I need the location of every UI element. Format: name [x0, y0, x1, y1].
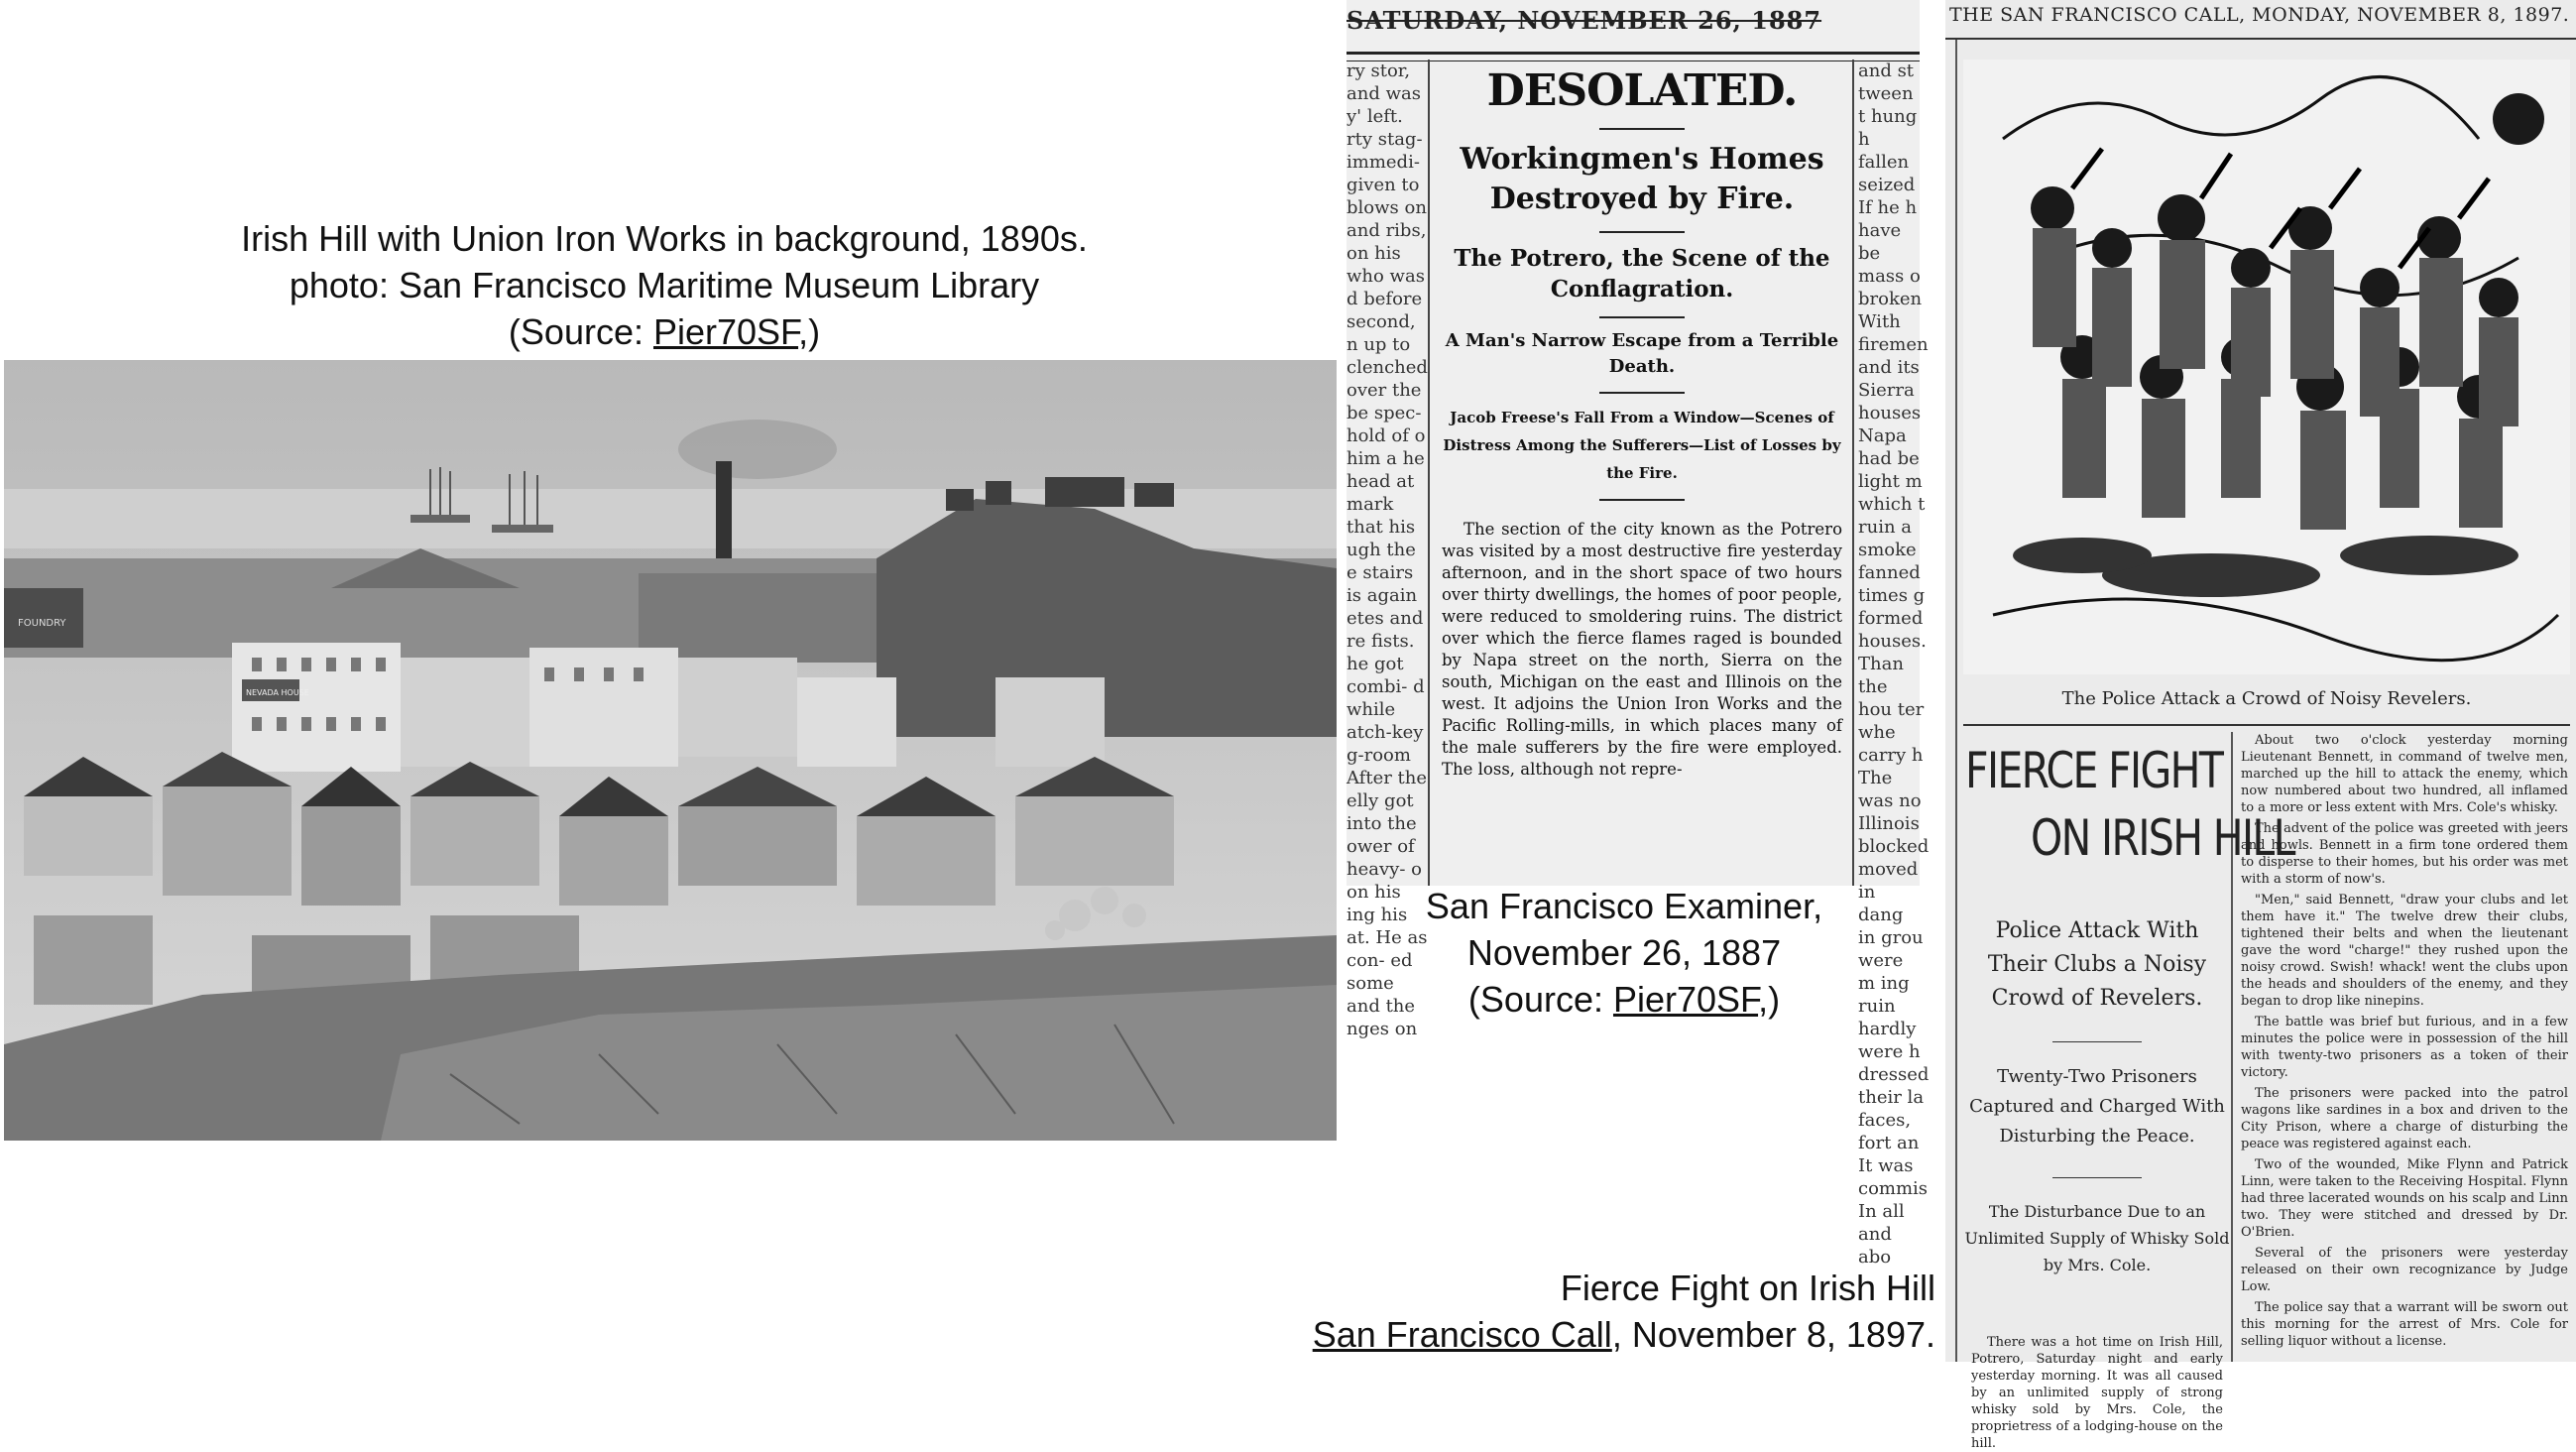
irish-hill-photo — [4, 360, 1337, 1141]
call-body-left: There was a hot time on Irish Hill, Potrero, Saturday night and early yesterday morning. It was all caused by an unlimited supply of strong whisky sold by Mrs. Cole, the proprietress of a lodging-house on the hill. — [1971, 1335, 2223, 1451]
police-attack-illustration — [1963, 60, 2570, 674]
examiner-caption-source: (Source: Pier70SF,) — [1467, 979, 1781, 1020]
call-deck-1: Police Attack With Their Clubs a Noisy Crowd of Revelers. — [1987, 918, 2207, 1011]
illustration-caption: The Police Attack a Crowd of Noisy Revelers. — [2061, 688, 2472, 709]
examiner-caption-line1: San Francisco Examiner, — [1425, 886, 1823, 926]
call-paragraph: About two o'clock yesterday morning Lieutenant Bennett, in command of twelve men, marched up the hill to attack the enemy, which now numbered about two hundred, all inflamed to a more or less extent with Mrs. Cole's whisky. — [2241, 733, 2568, 815]
examiner-left-column: ry stor, and was y' left. rty stag- immedi- given to blows on and ribs, on his who was d before second, n up to clenched over the be spec- hold of o him a he head at mark that his ugh the e stairs is again etes and re fists. he got combi- d while atch-key g-room After the elly got into the ower of heavy- o on his ing his at. He as con- ed some and the nges on — [1347, 60, 1430, 886]
call-left-column — [1963, 732, 2294, 1451]
call-paragraph: Two of the wounded, Mike Flynn and Patrick Linn, were taken to the Receiving Hospital. Flynn had three lacerated wounds on his scalp and Linn two. They were stitched and dressed by Dr. O'Brien. — [2241, 1157, 2568, 1240]
call-gutter — [1945, 40, 1957, 1362]
call-clipping — [1945, 0, 2576, 1451]
photo-caption — [99, 215, 1229, 355]
examiner-deck-3: A Man's Narrow Escape from a Terrible Death. — [1445, 330, 1839, 377]
examiner-deck-4: Jacob Freese's Fall From a Window—Scenes of Distress Among the Sufferers—List of Losses by the Fire. — [1443, 409, 1841, 482]
pier70sf-link[interactable]: Pier70SF — [652, 311, 799, 352]
sf-call-link[interactable]: San Francisco Call — [1312, 1314, 1612, 1355]
foundry-sign: FOUNDRY — [18, 618, 66, 629]
call-paragraph: The advent of the police was greeted with jeers and howls. Bennett in a firm tone ordered them to disperse to their homes, but his order was met with a storm of now's. — [2241, 821, 2568, 887]
call-headline-line2: ON IRISH HILL — [2031, 809, 2294, 867]
call-headline-line1: FIERCE FIGHT — [1965, 742, 2223, 799]
call-deck-3: The Disturbance Due to an Unlimited Supply of Whisky Sold by Mrs. Cole. — [1964, 1202, 2230, 1274]
examiner-headline: DESOLATED. — [1486, 65, 1798, 116]
photo-caption-source: (Source: Pier70SF,) — [508, 311, 821, 352]
photo-caption-line1: Irish Hill with Union Iron Works in background, 1890s. — [241, 218, 1088, 259]
examiner-deck-2: The Potrero, the Scene of the Conflagration. — [1454, 245, 1830, 302]
examiner-caption-line2: November 26, 1887 — [1466, 932, 1782, 973]
examiner-masthead: SATURDAY, NOVEMBER 26, 1887 — [1347, 6, 1822, 35]
examiner-article — [1442, 60, 1842, 781]
call-paragraph: Several of the prisoners were yesterday released on their own recognizance by Judge Low. — [2241, 1246, 2568, 1294]
call-deck-2: Twenty-Two Prisoners Captured and Charged With Disturbing the Peace. — [1969, 1066, 2225, 1147]
examiner-right-column: and st tween t hung h fallen seized If he h have be mass o broken With firemen and its Sierra houses Napa had be light m which t ruin a smoke fanned times g formed houses. Than the hou ter whe carry h The was no Illinois blocked moved in dang in grou were m ing ruin hardly were h dressed their la faces, fort an It was commis In all and abo — [1852, 60, 1926, 886]
call-paragraph: The battle was brief but furious, and in a few minutes the police were in possession of the hill with twenty-two prisoners as a token of their victory. — [2241, 1015, 2568, 1080]
call-caption-line2: San Francisco Call, November 8, 1897. — [1312, 1314, 1935, 1355]
call-caption-line1: Fierce Fight on Irish Hill — [1560, 1268, 1935, 1308]
call-paragraph: "Men," said Bennett, "draw your clubs and let them have it." The twelve drew their clubs, tightened their belts and when the lieutenant gave the word "charge!" they rushed upon the noisy crowd. Swish! whack! went the clubs upon the heads and shoulders of the enemy, and they began to drop like ninepins. — [2241, 893, 2568, 1009]
call-masthead: THE SAN FRANCISCO CALL, MONDAY, NOVEMBER 8, 1897. — [1949, 4, 2570, 26]
call-right-column — [2241, 732, 2568, 1362]
examiner-body: The section of the city known as the Potrero was visited by a most destructive fire yesterday afternoon, and in the short space of two hours over thirty dwellings, the homes of poor people, were reduced to smoldering ruins. The district over which the fierce flames raged is bounded by Napa street on the north, Sierra on the south, Michigan on the east and Illinois on the west. It adjoins the Union Iron Works and the Pacific Rolling-mills, in which places many of the male sufferers by the fire were employed. The loss, although not repre- — [1442, 520, 1842, 779]
examiner-deck-1: Workingmen's Homes Destroyed by Fire. — [1460, 142, 1824, 216]
call-paragraph: The police say that a warrant will be sworn out this morning for the arrest of Mrs. Cole for selling liquor without a license. — [2241, 1300, 2568, 1349]
examiner-caption — [1366, 883, 1882, 1023]
nevada-house-sign: NEVADA HOUSE — [246, 688, 309, 697]
pier70sf-link[interactable]: Pier70SF — [1612, 979, 1759, 1020]
call-caption — [1190, 1265, 1935, 1358]
photo-caption-line2: photo: San Francisco Maritime Museum Library — [289, 265, 1040, 305]
call-paragraph: The prisoners were packed into the patrol wagons like sardines in a box and driven to the City Prison, where a charge of disturbing the peace was registered against each. — [2241, 1086, 2568, 1151]
